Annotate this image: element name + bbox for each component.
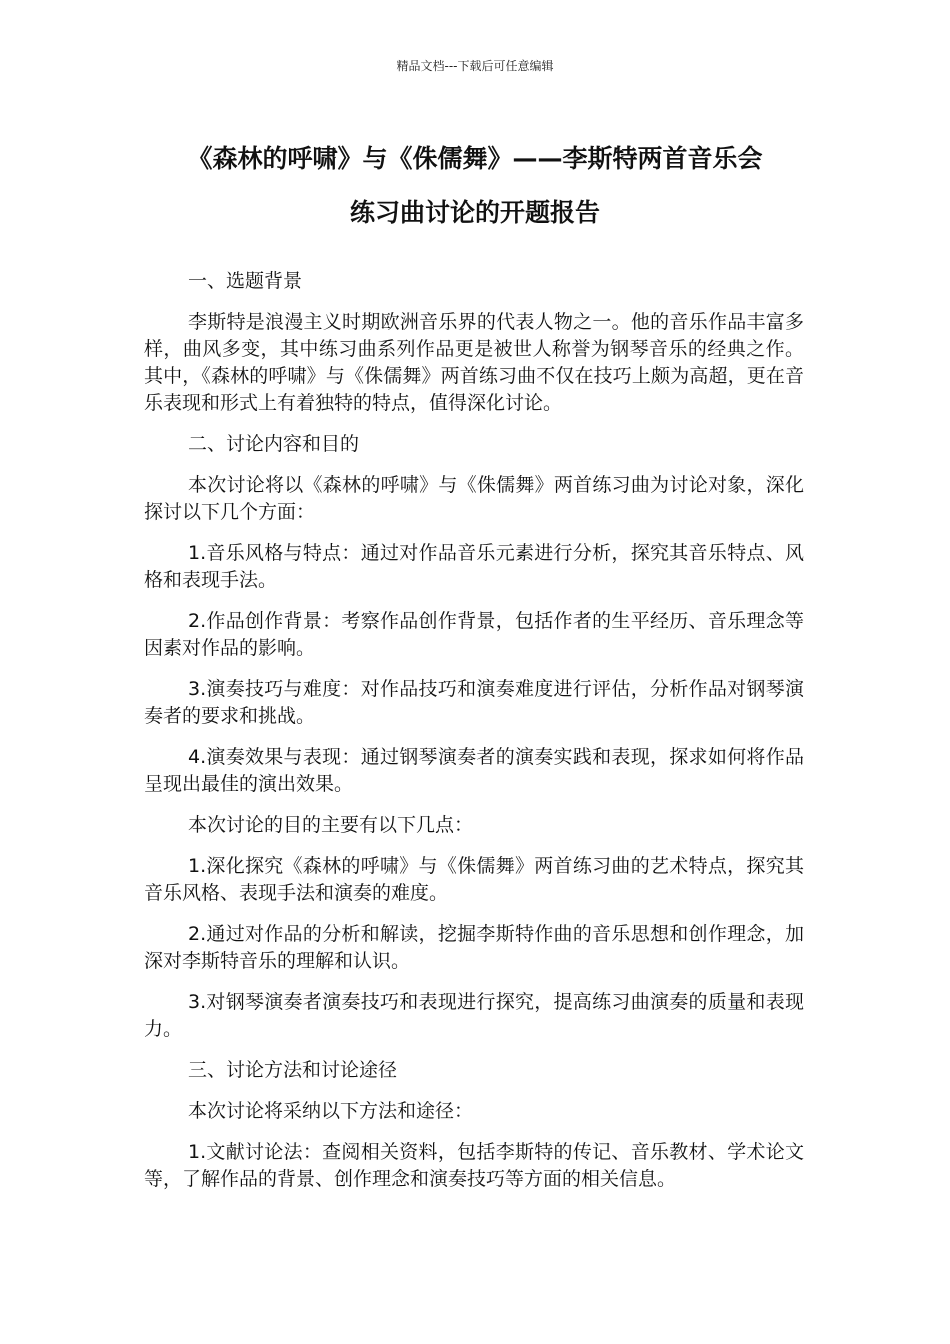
list-item: 1.深化探究《森林的呼啸》与《侏儒舞》两首练习曲的艺术特点，探究其音乐风格、表现手法和演奏的难度。 xyxy=(144,855,804,904)
paragraph-goals-intro: 本次讨论的目的主要有以下几点： xyxy=(188,814,474,836)
header-note: 精品文档---下载后可任意编辑 xyxy=(396,59,554,73)
document-title xyxy=(80,132,870,240)
list-item: 4.演奏效果与表现：通过钢琴演奏者的演奏实践和表现，探求如何将作品呈现出最佳的演出效果。 xyxy=(144,746,804,795)
list-item: 2.作品创作背景：考察作品创作背景，包括作者的生平经历、音乐理念等因素对作品的影响。 xyxy=(144,610,804,659)
section-heading-background: 一、选题背景 xyxy=(188,270,303,292)
section-heading-methods: 三、讨论方法和讨论途径 xyxy=(188,1059,398,1081)
list-item: 1.文献讨论法：查阅相关资料，包括李斯特的传记、音乐教材、学术论文等，了解作品的背景、创作理念和演奏技巧等方面的相关信息。 xyxy=(144,1141,804,1190)
list-item: 2.通过对作品的分析和解读，挖掘李斯特作曲的音乐思想和创作理念，加深对李斯特音乐的理解和认识。 xyxy=(144,923,804,972)
paragraph-background: 李斯特是浪漫主义时期欧洲音乐界的代表人物之一。他的音乐作品丰富多样，曲风多变，其中练习曲系列作品更是被世人称誉为钢琴音乐的经典之作。其中，《森林的呼啸》与《侏儒舞》两首练习曲不仅在技巧上颇为高超，更在音乐表现和形式上有着独特的特点，值得深化讨论。 xyxy=(144,311,804,414)
paragraph-content-intro: 本次讨论将以《森林的呼啸》与《侏儒舞》两首练习曲为讨论对象，深化探讨以下几个方面： xyxy=(144,474,804,523)
list-item: 3.演奏技巧与难度：对作品技巧和演奏难度进行评估，分析作品对钢琴演奏者的要求和挑战。 xyxy=(144,678,804,727)
list-item: 3.对钢琴演奏者演奏技巧和表现进行探究，提高练习曲演奏的质量和表现力。 xyxy=(144,991,804,1040)
title-line-1: 《森林的呼啸》与《侏儒舞》——李斯特两首音乐会 xyxy=(187,144,763,173)
paragraph-methods-intro: 本次讨论将采纳以下方法和途径： xyxy=(188,1100,474,1122)
title-line-2: 练习曲讨论的开题报告 xyxy=(349,198,600,227)
section-heading-content: 二、讨论内容和目的 xyxy=(188,433,360,455)
document-body xyxy=(144,268,804,1207)
list-item: 1.音乐风格与特点：通过对作品音乐元素进行分析，探究其音乐特点、风格和表现手法。 xyxy=(144,542,804,591)
